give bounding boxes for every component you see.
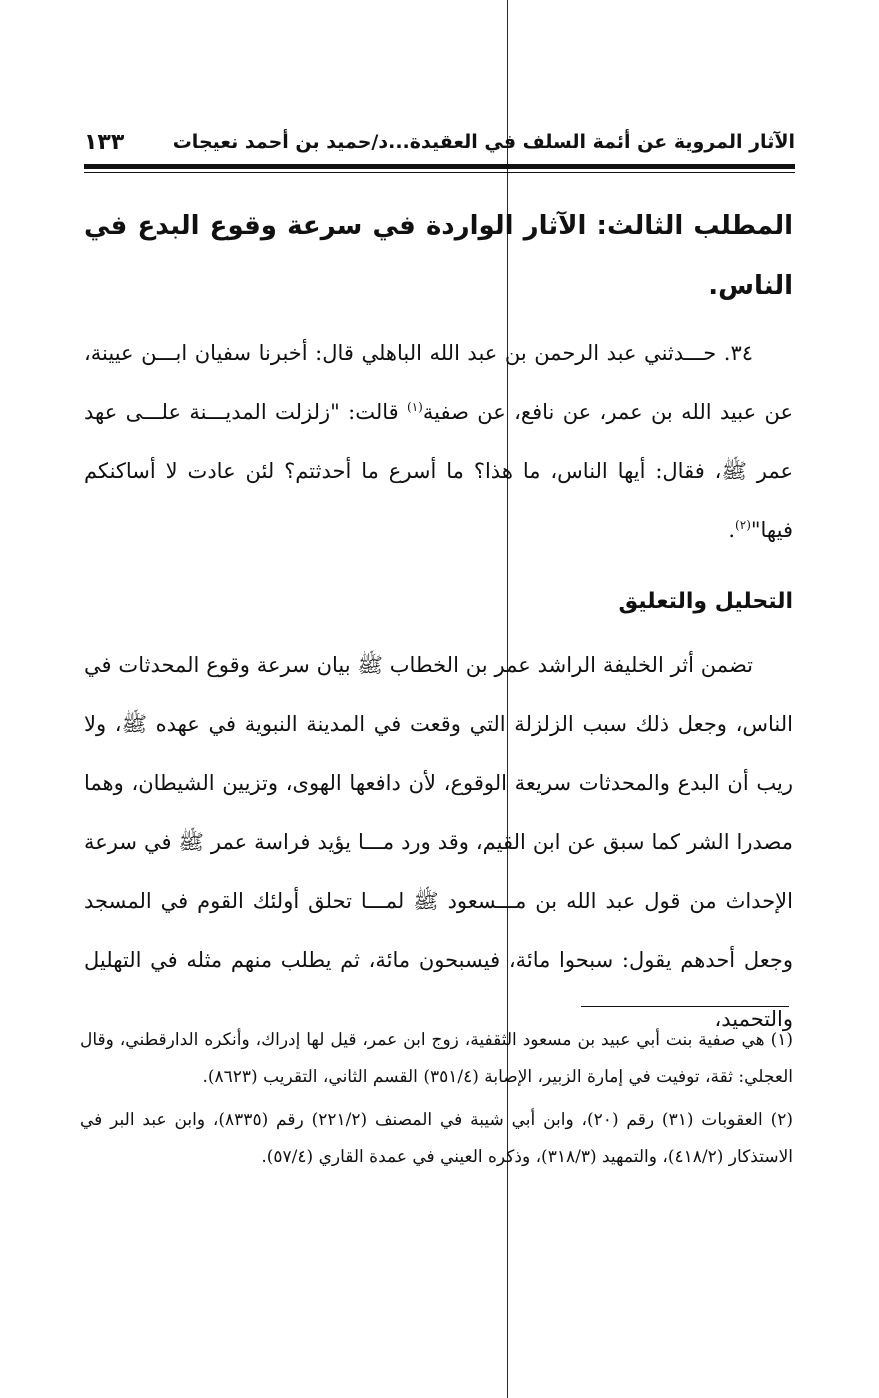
footnote-ref-1[interactable]: (١) bbox=[407, 400, 423, 414]
narration-end: . bbox=[728, 518, 736, 542]
narration-paragraph bbox=[84, 324, 793, 560]
header-rule-thin bbox=[84, 172, 795, 173]
footnote-separator bbox=[581, 1006, 789, 1007]
narration-text-part2: قالت: "زلزلت المديـــنة علـــى عهد عمر ﷺ، فقال: أيها الناس، ما هذا؟ ما أسرع ما أحدثتم؟ لئن عادت لا أساكنكم فيها" bbox=[84, 400, 793, 542]
analysis-paragraph: تضمن أثر الخليفة الراشد عمر بن الخطاب ﷺ بيان سرعة وقوع المحدثات في الناس، وجعل ذلك سبب الزلزلة التي وقعت في المدينة النبوية في عهده ﷺ، ولا ريب أن البدع والمحدثات سريعة الوقوع، لأن دافعها الهوى، وتزيين الشيطان، وهما مصدرا الشر كما سبق عن ابن القيم، وقد ورد مـــا يؤيد فراسة عمر ﷺ في سرعة الإحداث من قول عبد الله بن مـــسعود ﷺ لمـــا تحلق أولئك القوم في المسجد وجعل أحدهم يقول: سبحوا مائة، فيسبحون مائة، ثم يطلب منهم مثله في التهليل والتحميد، bbox=[84, 653, 793, 1031]
narration-number: ٣٤. bbox=[723, 341, 753, 365]
footnotes bbox=[80, 1022, 793, 1182]
page-number: ١٣٣ bbox=[84, 129, 125, 155]
footnote-ref-2[interactable]: (٢) bbox=[735, 518, 751, 532]
footnote-1: (١) هي صفية بنت أبي عبيد بن مسعود الثقفية، زوج ابن عمر، قيل لها إدراك، وأنكره الدارقطني، وقال العجلي: ثقة، توفيت في إمارة الزبير، الإصابة (٣٥١/٤) القسم الثاني، التقريب (٨٦٢٣). bbox=[80, 1030, 793, 1087]
analysis-heading: التحليل والتعليق bbox=[618, 589, 793, 614]
section-title: المطلب الثالث: الآثار الواردة في سرعة وقوع البدع في الناس. bbox=[84, 211, 793, 301]
main-content bbox=[84, 196, 793, 1049]
header-title: الآثار المروية عن أئمة السلف في العقيدة...د/حميد بن أحمد نعيجات bbox=[172, 131, 795, 153]
narration-text-part1: حـــدثني عبد الرحمن بن عبد الله الباهلي قال: أخبرنا سفيان ابـــن عيينة، عن عبيد الله بن عمر، عن نافع، عن صفية bbox=[84, 341, 793, 424]
footnote-2: (٢) العقوبات (٣١) رقم (٢٠)، وابن أبي شيبة في المصنف (٢٢١/٢) رقم (٨٣٣٥)، وابن عبد البر في الاستذكار (٤١٨/٢)، والتمهيد (٣١٨/٣)، وذكره العيني في عمدة القاري (٥٧/٤). bbox=[80, 1110, 793, 1167]
running-header bbox=[84, 122, 795, 162]
header-rule-thick bbox=[84, 164, 795, 169]
